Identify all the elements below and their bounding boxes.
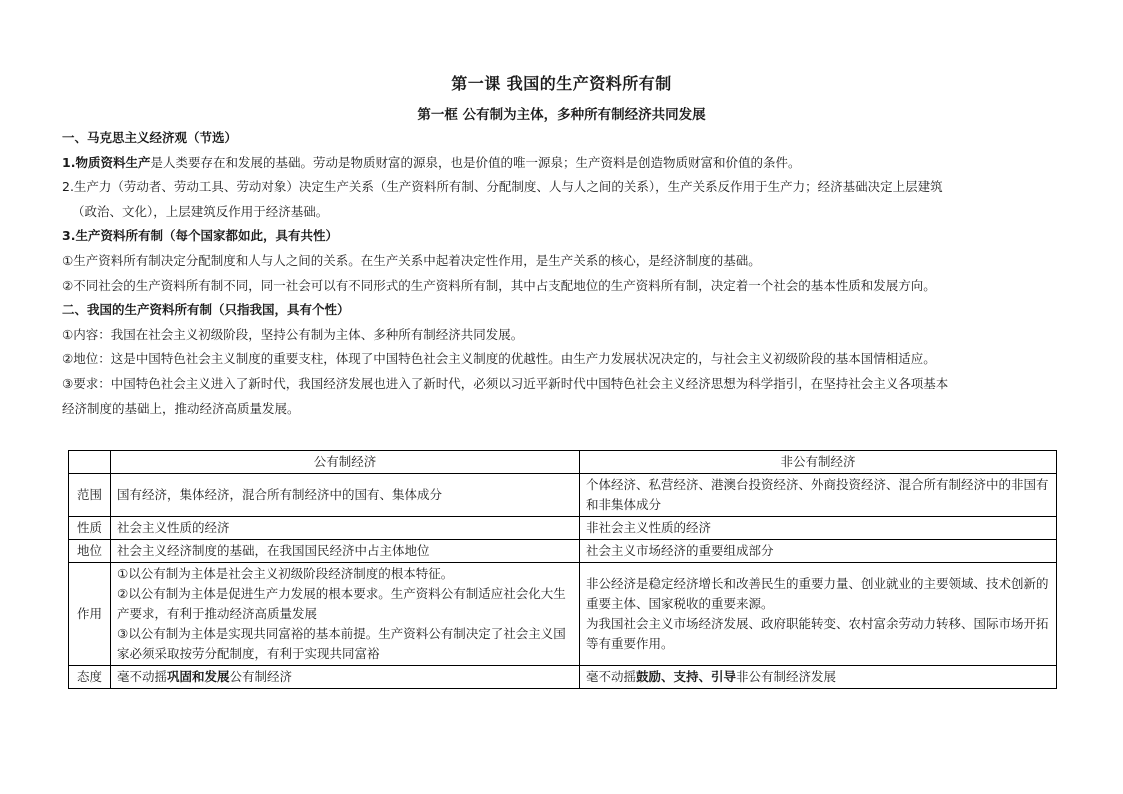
attitude-nonpublic-pre: 毫不动摇: [586, 669, 637, 684]
attitude-public-bold: 巩固和发展: [167, 669, 230, 684]
table-row-role: [69, 563, 1057, 666]
row-label-scope: 范围: [69, 474, 111, 517]
table-row-nature: [69, 517, 1057, 540]
page-subtitle: 第一框 公有制为主体，多种所有制经济共同发展: [417, 107, 706, 123]
section1-paragraph-3b: ②不同社会的生产资料所有制不同，同一社会可以有不同形式的生产资料所有制，其中占支配地位的生产资料所有制，决定着一个社会的基本性质和发展方向。: [62, 277, 936, 293]
page-title: 第一课 我国的生产资料所有制: [451, 74, 672, 93]
position-public: 社会主义经济制度的基础，在我国国民经济中占主体地位: [111, 540, 580, 563]
attitude-nonpublic: [580, 666, 1057, 689]
section1-paragraph-2-line1: 2.生产力（劳动者、劳动工具、劳动对象）决定生产关系（生产资料所有制、分配制度、人与人之间的关系），生产关系反作用于生产力；经济基础决定上层建筑: [62, 179, 943, 195]
header-public: 公有制经济: [111, 451, 580, 474]
header-nonpublic: 非公有制经济: [580, 451, 1057, 474]
section2-content: ①内容：我国在社会主义初级阶段，坚持公有制为主体、多种所有制经济共同发展。: [62, 326, 524, 342]
role-nonpublic-item-1: 非公经济是稳定经济增长和改善民生的重要力量、创业就业的主要领域、技术创新的重要主体、国家税收的重要来源。: [586, 576, 1049, 611]
p1-rest: 是人类要存在和发展的基础。劳动是物质财富的源泉，也是价值的唯一源泉；生产资料是创造物质财富和价值的条件。: [150, 154, 801, 170]
section2-status: ②地位：这是中国特色社会主义制度的重要支柱，体现了中国特色社会主义制度的优越性。由生产力发展状况决定的，与社会主义初级阶段的基本国情相适应。: [62, 351, 936, 367]
nature-nonpublic: 非社会主义性质的经济: [580, 517, 1057, 540]
p1-bold: 1.物质资料生产: [62, 154, 151, 170]
role-public-item-1: ①以公有制为主体是社会主义初级阶段经济制度的根本特征。: [117, 566, 454, 581]
table-row-position: [69, 540, 1057, 563]
position-nonpublic: 社会主义市场经济的重要组成部分: [580, 540, 1057, 563]
table-row-scope: [69, 474, 1057, 517]
comparison-table: [68, 450, 1057, 689]
nature-public: 社会主义性质的经济: [111, 517, 580, 540]
section2-heading: 二、我国的生产资料所有制（只指我国，具有个性）: [62, 302, 350, 318]
table-header-row: [69, 451, 1057, 474]
attitude-public-post: 公有制经济: [229, 669, 293, 684]
attitude-public: [111, 666, 580, 689]
attitude-nonpublic-post: 非公有制经济发展: [736, 669, 837, 684]
scope-nonpublic: 个体经济、私营经济、港澳台投资经济、外商投资经济、混合所有制经济中的非国有和非集体成分: [580, 474, 1057, 517]
scope-public: 国有经济，集体经济，混合所有制经济中的国有、集体成分: [111, 474, 580, 517]
role-nonpublic-item-2: 为我国社会主义市场经济发展、政府职能转变、农村富余劳动力转移、国际市场开拓等有重要作用。: [586, 616, 1049, 651]
section1-paragraph-3-heading: 3.生产资料所有制（每个国家都如此，具有共性）: [62, 228, 338, 244]
section1-paragraph-3a: ①生产资料所有制决定分配制度和人与人之间的关系。在生产关系中起着决定性作用，是生产关系的核心，是经济制度的基础。: [62, 252, 761, 268]
row-label-nature: 性质: [69, 517, 111, 540]
row-label-position: 地位: [69, 540, 111, 563]
row-label-attitude: 态度: [69, 666, 111, 689]
attitude-nonpublic-bold: 鼓励、支持、引导: [636, 669, 737, 684]
row-label-role: 作用: [69, 563, 111, 666]
role-public: [111, 563, 580, 666]
section1-paragraph-1: [62, 151, 1062, 176]
attitude-public-pre: 毫不动摇: [117, 669, 168, 684]
section2-requirement-line2: 经济制度的基础上，推动经济高质量发展。: [62, 400, 300, 416]
role-public-item-2: ②以公有制为主体是促进生产力发展的根本要求。生产资料公有制适应社会化大生产要求，有利于推动经济高质量发展: [117, 586, 566, 621]
section1-heading: 一、马克思主义经济观（节选）: [62, 130, 238, 145]
section1-paragraph-2-line2: （政治、文化），上层建筑反作用于经济基础。: [72, 203, 329, 219]
role-public-item-3: ③以公有制为主体是实现共同富裕的基本前提。生产资料公有制决定了社会主义国家必须采取按劳分配制度，有利于实现共同富裕: [117, 626, 566, 661]
document-body: [62, 126, 1062, 421]
role-nonpublic: [580, 563, 1057, 666]
table-row-attitude: [69, 666, 1057, 689]
section2-requirement-line1: ③要求：中国特色社会主义进入了新时代，我国经济发展也进入了新时代，必须以习近平新时代中国特色社会主义经济思想为科学指引，在坚持社会主义各项基本: [62, 375, 949, 391]
header-empty: [69, 451, 111, 474]
